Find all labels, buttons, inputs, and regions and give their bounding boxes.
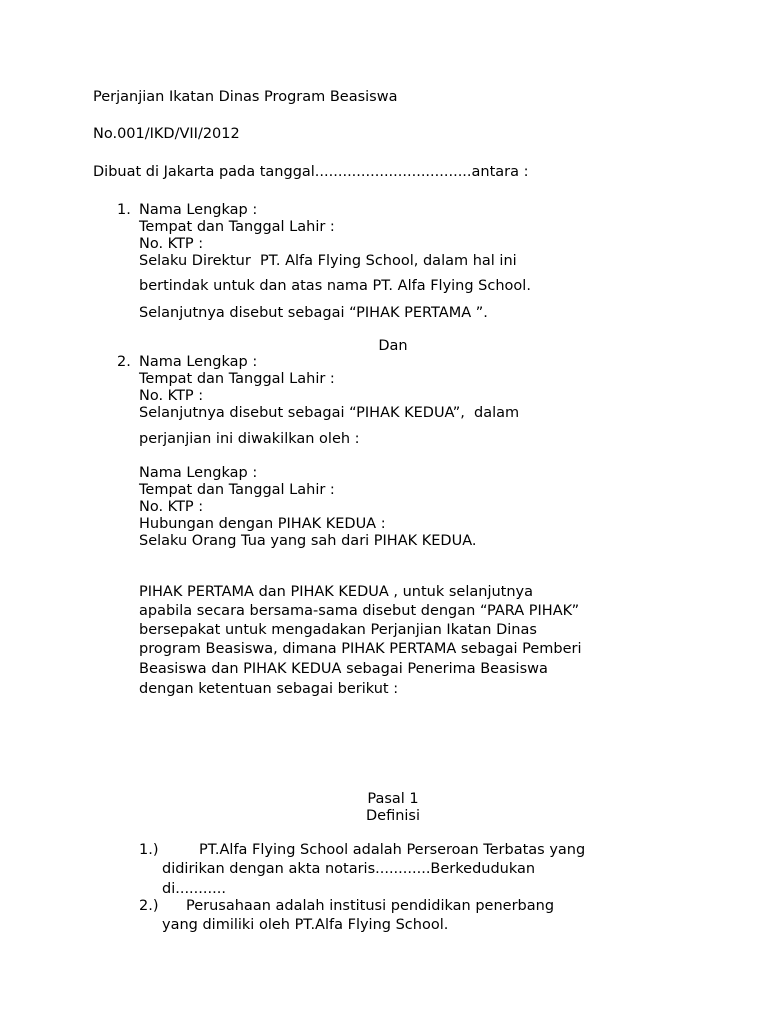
agreement-line: program Beasiswa, dimana PIHAK PERTAMA sebagai Pemberi [139, 641, 582, 657]
made-in-statement: Dibuat di Jakarta pada tanggal..................................antara : [93, 164, 529, 180]
agreement-line: Beasiswa dan PIHAK KEDUA sebagai Penerima Beasiswa [139, 661, 548, 677]
article-item1-marker: 1.) [139, 842, 159, 858]
agreement-line: dengan ketentuan sebagai berikut : [139, 681, 399, 697]
article-item2-line: yang dimiliki oleh PT.Alfa Flying School. [162, 917, 449, 933]
party2-designation: Selanjutnya disebut sebagai “PIHAK KEDUA”, dalam [139, 405, 520, 421]
representative-relation-field: Hubungan dengan PIHAK KEDUA : [139, 516, 386, 532]
party1-birth-field: Tempat dan Tanggal Lahir : [139, 219, 335, 235]
agreement-line: apabila secara bersama-sama disebut dengan “PARA PIHAK” [139, 603, 580, 619]
document-number: No.001/IKD/VII/2012 [93, 126, 240, 142]
party1-role-line2: bertindak untuk dan atas nama PT. Alfa Flying School. [139, 278, 531, 294]
representative-birth-field: Tempat dan Tanggal Lahir : [139, 482, 335, 498]
party1-name-field: Nama Lengkap : [139, 202, 258, 218]
party1-ktp-field: No. KTP : [139, 236, 204, 252]
party1-role-line1: Selaku Direktur PT. Alfa Flying School, dalam hal ini [139, 253, 517, 269]
party2-marker: 2. [117, 354, 131, 370]
party2-ktp-field: No. KTP : [139, 388, 204, 404]
article-item1-line: didirikan dengan akta notaris............Berkedudukan [162, 861, 536, 877]
article-item1-line: PT.Alfa Flying School adalah Perseroan Terbatas yang [199, 842, 586, 858]
representative-role: Selaku Orang Tua yang sah dari PIHAK KEDUA. [139, 533, 477, 549]
agreement-line: PIHAK PERTAMA dan PIHAK KEDUA , untuk selanjutnya [139, 584, 534, 600]
representative-ktp-field: No. KTP : [139, 499, 204, 515]
party1-designation: Selanjutnya disebut sebagai “PIHAK PERTAMA ”. [139, 305, 488, 321]
article-item2-line: Perusahaan adalah institusi pendidikan penerbang [186, 898, 555, 914]
article-item2-marker: 2.) [139, 898, 159, 914]
party1-marker: 1. [117, 202, 131, 218]
document-title: Perjanjian Ikatan Dinas Program Beasiswa [93, 89, 398, 105]
article-subheading: Definisi [365, 808, 421, 824]
article-heading: Pasal 1 [367, 791, 419, 807]
party2-represented-by: perjanjian ini diwakilkan oleh : [139, 431, 360, 447]
party2-name-field: Nama Lengkap : [139, 354, 258, 370]
representative-name-field: Nama Lengkap : [139, 465, 258, 481]
agreement-line: bersepakat untuk mengadakan Perjanjian Ikatan Dinas [139, 622, 537, 638]
article-item1-line: di........... [162, 881, 226, 897]
party2-birth-field: Tempat dan Tanggal Lahir : [139, 371, 335, 387]
and-separator: Dan [378, 338, 408, 354]
